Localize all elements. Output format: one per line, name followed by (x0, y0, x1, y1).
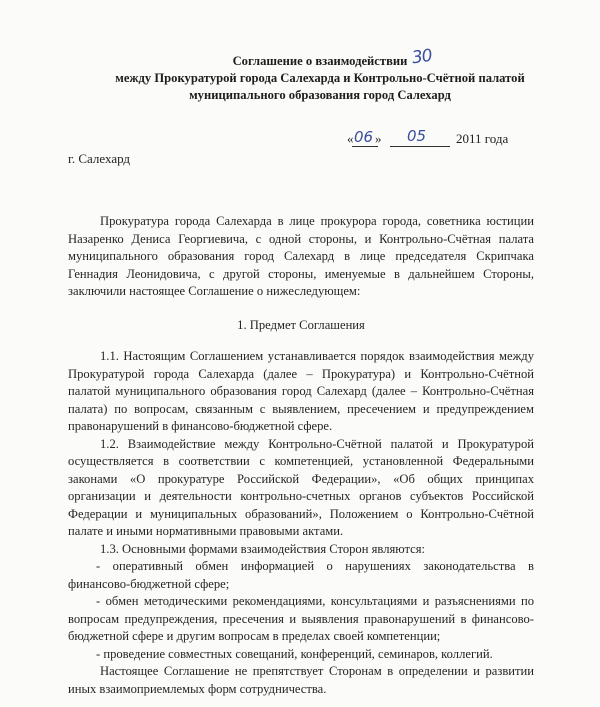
month-underline (390, 146, 450, 147)
day-underline (352, 146, 378, 147)
title-line-2: между Прокуратурой города Салехарда и Контрольно-Счётной палатой (115, 71, 525, 85)
title-line-3: муниципального образования город Салехард (189, 88, 451, 102)
bullet-2: - обмен методическими рекомендациями, консультациями и разъяснениями по вопросам предупреждения, пресечения и выявления правонарушений в финансово-бюджетной сфере и другим вопросам в пределах своей компетенции; (68, 594, 534, 643)
date-open-quote: « (347, 131, 354, 146)
bullet-3: - проведение совместных совещаний, конференций, семинаров, коллегий. (96, 646, 493, 661)
section-1-heading: 1. Предмет Соглашения (237, 317, 365, 332)
clause-1-1: 1.1. Настоящим Соглашением устанавливается порядок взаимодействия между Прокуратурой города Салехарда (далее – Прокуратура) и Контрольно-Счётной палатой муниципального образования город Салехард (далее – Контрольно-Счётная палата) по вопросам, связанным с выявлением, пресечением и предупреждением правонарушений в финансово-бюджетной сфере. (68, 349, 534, 433)
bullet-1: - оперативный обмен информацией о нарушениях законодательства в финансово-бюджетной сфере; (68, 559, 534, 591)
date-line (300, 127, 520, 149)
clause-1-2: 1.2. Взаимодействие между Контрольно-Счётной палатой и Прокуратурой осуществляется в соответствии с компетенцией, установленной Федеральными законами «О прокуратуре Российской Федерации», «Об общих принципах организации и деятельности контрольно-счетных органов субъектов Российской Федерации и муниципальных образований», Положением о Контрольно-Счётной палате и иными нормативными правовыми актами. (68, 436, 534, 538)
clause-1-3: 1.3. Основными формами взаимодействия Сторон являются: (100, 541, 426, 556)
title-line-1: Соглашение о взаимодействии (232, 54, 408, 68)
document-body (68, 213, 534, 698)
handwritten-doc-number: 30 (410, 45, 433, 69)
handwritten-day: 06 (354, 128, 374, 146)
handwritten-month: 05 (407, 127, 427, 145)
intro-paragraph: Прокуратура города Салехарда в лице прокурора города, советника юстиции Назаренко Дениса Георгиевича, с одной стороны, и Контрольно-Счётная палата муниципального образования город Салехард в лице председателя Скрипчака Геннадия Леонидовича, с другой стороны, именуемые в дальнейшем Стороны, заключили настоящее Соглашение о нижеследующем: (68, 214, 534, 298)
final-paragraph: Настоящее Соглашение не препятствует Сторонам в определении и развитии иных взаимоприемлемых форм сотрудничества. (68, 664, 534, 696)
place-city: г. Салехард (68, 151, 131, 166)
date-close-quote: » (375, 131, 382, 146)
date-year: 2011 года (456, 131, 509, 146)
